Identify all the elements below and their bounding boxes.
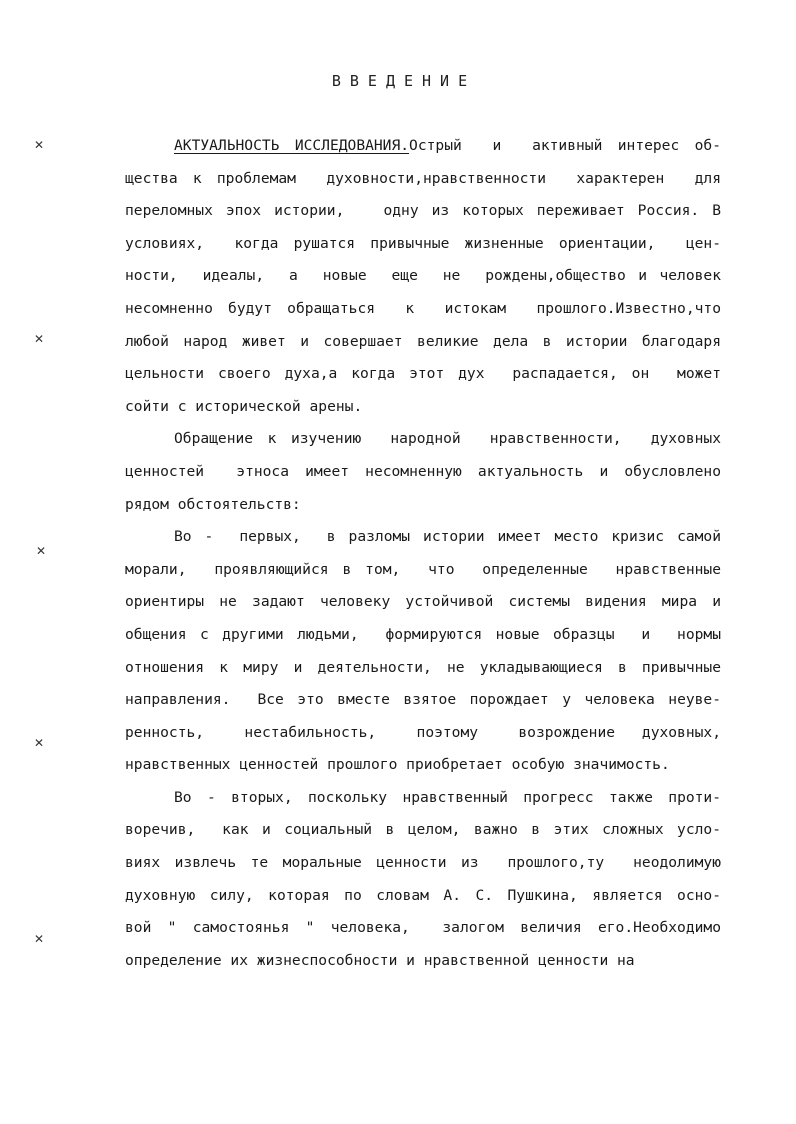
section-heading-inline: АКТУАЛЬНОСТЬ ИССЛЕДОВАНИЯ. [174, 137, 410, 154]
paragraph [125, 521, 721, 782]
text-line: цельности своего духа,а когда этот дух распадается, он может [125, 365, 721, 383]
text-line: Во - первых, в разломы истории имеет место кризис самой [174, 528, 721, 546]
text-line: воречив, как и социальный в целом, важно в этих сложных усло- [125, 821, 721, 839]
paragraph [125, 782, 721, 978]
text-line: общения с другими людьми, формируются новые образцы и нормы [125, 625, 721, 643]
text-line: ориентиры не задают человеку устойчивой системы видения мира и [125, 593, 721, 611]
paragraph [125, 130, 721, 423]
text-line: сойти с исторической арены. [125, 397, 363, 415]
text-line: ности, идеалы, а новые еще не рождены,общество и человек [125, 267, 721, 285]
binding-mark-icon: ✕ [34, 138, 45, 152]
binding-mark-icon: ✕ [36, 544, 47, 558]
text-line: переломных эпох истории, одну из которых переживает Россия. В [125, 202, 721, 220]
text-line: ренность, нестабильность, поэтому возрождение духовных, [125, 723, 721, 741]
text-line: вой " самостоянья " человека, залогом величия его.Необходимо [125, 919, 721, 937]
text-line: виях извлечь те моральные ценности из прошлого,ту неодолимую [125, 854, 721, 872]
line-text: Острый и активный интерес об- [409, 137, 721, 154]
text-line: отношения к миру и деятельности, не укладывающиеся в привычные [125, 658, 721, 676]
document-body [125, 130, 721, 977]
binding-mark-icon: ✕ [34, 736, 45, 750]
text-line: духовную силу, которая по словам А. С. Пушкина, является осно- [125, 886, 721, 904]
text-line: рядом обстоятельств: [125, 495, 301, 513]
binding-mark-icon: ✕ [34, 332, 45, 346]
text-line [125, 130, 721, 163]
text-line: щества к проблемам духовности,нравственности характерен для [125, 169, 721, 187]
text-line: нравственных ценностей прошлого приобретает особую значимость. [125, 756, 670, 774]
text-line: морали, проявляющийся в том, что определенные нравственные [125, 560, 721, 578]
text-line: ценностей этноса имеет несомненную актуальность и обусловлено [125, 462, 721, 480]
page-title: ВВЕДЕНИЕ [331, 72, 477, 90]
text-line: Во - вторых, поскольку нравственный прогресс также проти- [174, 788, 721, 806]
text-line: направления. Все это вместе взятое порождает у человека неуве- [125, 691, 721, 709]
text-line: Обращение к изучению народной нравственности, духовных [174, 430, 721, 448]
paragraph [125, 423, 721, 521]
binding-mark-icon: ✕ [34, 932, 45, 946]
text-line: определение их жизнеспособности и нравственной ценности на [125, 951, 635, 969]
text-line: условиях, когда рушатся привычные жизненные ориентации, цен- [125, 234, 721, 252]
text-line: несомненно будут обращаться к истокам прошлого.Известно,что [125, 299, 721, 317]
text-line: любой народ живет и совершает великие дела в истории благодаря [125, 332, 721, 350]
